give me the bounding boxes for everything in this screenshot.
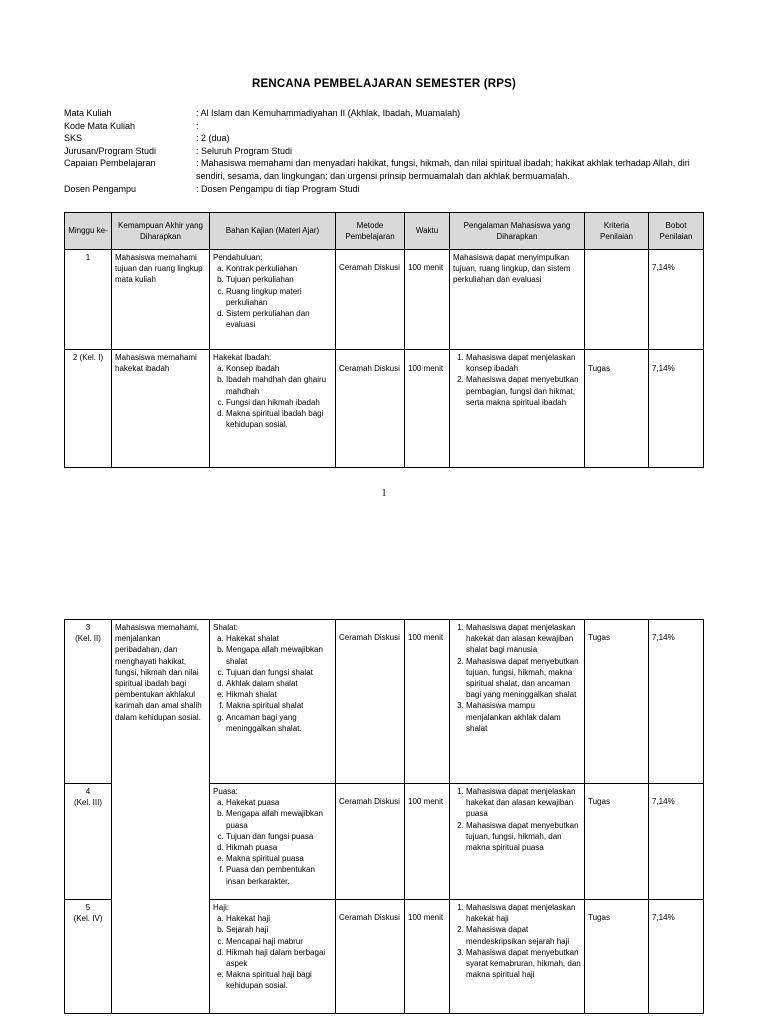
method-cell: Ceramah Diskusi <box>336 900 405 1014</box>
info-label: Capaian Pembelajaran <box>64 158 156 169</box>
list-item: 3. Mahasiswa dapat menyebutkan syarat kemabruran, hikmah, dan makna spiritual haji <box>466 947 581 981</box>
rps-table-page-1 <box>64 212 704 468</box>
header-weight: Bobot Penilaian <box>649 213 704 250</box>
method-cell: Ceramah Diskusi <box>336 350 405 468</box>
info-row-course-name <box>64 107 714 120</box>
list-item: a. Hakekat puasa <box>226 797 332 808</box>
topic-cell <box>210 784 336 900</box>
header-time: Waktu <box>405 213 450 250</box>
list-item: 2. Mahasiswa dapat menyebutkan pembagian, fungsi dan hikmat, serta makna spiritual ibadah <box>466 374 581 408</box>
list-item: b. Sejarah haji <box>226 924 332 935</box>
table-header-row <box>65 213 704 250</box>
list-item: d. Makna spiritual ibadah bagi kehidupan sosial. <box>226 408 332 430</box>
info-label: Kode Mata Kuliah <box>64 120 136 131</box>
ability-cell: Mahasiswa memahami, menjalankan peribadahan, dan menghayati hakikat, fungsi, hikmah dan nilai spiritual ibadah bagi pembentukan akhlakul karimah dan amal shalih dalam kehidupan sosial. <box>112 620 210 1014</box>
info-label: Mata Kuliah <box>64 108 112 118</box>
weight-cell: 7,14% <box>649 250 704 350</box>
list-item: b. Tujuan perkuliahan <box>226 274 332 285</box>
time-cell: 100 menit <box>405 784 450 900</box>
week-cell <box>65 784 112 900</box>
info-value: : 2 (dua) <box>196 133 230 144</box>
topic-title: Shalat: <box>213 623 238 632</box>
week-number: 5 <box>85 903 91 912</box>
list-item: e. Makna spiritual haji bagi kehidupan sosial. <box>226 969 332 991</box>
topic-list <box>213 263 332 330</box>
page-number: 1 <box>381 488 387 499</box>
list-item: c. Mencapai haji mabrur <box>226 936 332 947</box>
topic-title: Pendahuluan: <box>213 253 263 262</box>
list-item: f. Makna spiritual shalat <box>226 700 332 711</box>
list-item: b. Mengapa allah mewajibkan shalat <box>226 644 332 666</box>
list-item: c. Tujuan dan fungsi puasa <box>226 831 332 842</box>
weight-cell: 7,14% <box>649 620 704 784</box>
info-label: Dosen Pengampu <box>64 183 137 194</box>
info-value: : Mahasiswa memahami dan menyadari hakikat, fungsi, hikmah, dan nilai spiritual ibadah; hakikat akhlak terhadap Allah, diri sendiri, sesama, dan lingkungan; dan urgensi prinsip bermuamalah dan akhlak bermuamalah. <box>196 158 690 181</box>
method-cell: Ceramah Diskusi <box>336 250 405 350</box>
experience-list <box>453 786 581 853</box>
method-cell: Ceramah Diskusi <box>336 784 405 900</box>
info-row-course-code <box>64 120 714 133</box>
experience-list <box>453 352 581 408</box>
week-group: (Kel. III) <box>73 798 102 808</box>
time-cell: 100 menit <box>405 900 450 1014</box>
week-cell <box>65 900 112 1014</box>
document-title: RENCANA PEMBELAJARAN SEMESTER (RPS) <box>251 78 517 90</box>
list-item: d. Sistem perkuliahan dan evaluasi <box>226 308 332 330</box>
time-cell: 100 menit <box>405 620 450 784</box>
list-item: a. Konsep ibadah <box>226 363 332 374</box>
list-item: a. Kontrak perkuliahan <box>226 263 332 274</box>
ability-cell: Mahasiswa memahami hakekat ibadah <box>112 350 210 468</box>
topic-title: Haji: <box>213 903 230 912</box>
week-number: 3 <box>85 623 91 632</box>
info-row-learning-outcomes <box>64 157 714 182</box>
week-cell: 1 <box>65 250 112 350</box>
topic-cell <box>210 900 336 1014</box>
criteria-cell: Tugas <box>585 784 649 900</box>
list-item: c. Tujuan dan fungsi shalat <box>226 667 332 678</box>
topic-list <box>213 797 332 887</box>
table-row <box>65 350 704 468</box>
header-experience: Pengalaman Mahasiswa yang Diharapkan <box>450 213 585 250</box>
course-info <box>64 107 714 195</box>
header-ability: Kemampuan Akhir yang Diharapkan <box>112 213 210 250</box>
experience-list <box>453 622 581 734</box>
info-label: Jurusan/Program Studi <box>64 145 157 156</box>
method-cell: Ceramah Diskusi <box>336 620 405 784</box>
list-item: b. Ibadah mahdhah dan ghairu mahdhah <box>226 374 332 396</box>
experience-cell <box>450 784 585 900</box>
topic-cell <box>210 350 336 468</box>
header-method: Metode Pembelajaran <box>336 213 405 250</box>
experience-cell <box>450 900 585 1014</box>
header-topic: Bahan Kajian (Materi Ajar) <box>210 213 336 250</box>
list-item: 3. Mahasiswa mampu menjalankan akhlak dalam shalat <box>466 700 581 734</box>
info-value: : <box>196 120 199 131</box>
table-row <box>65 620 704 784</box>
info-value: : Dosen Pengampu di tiap Program Studi <box>196 183 360 194</box>
criteria-cell <box>585 250 649 350</box>
list-item: 2. Mahasiswa dapat menyebutkan tujuan, fungsi, hikmah, makna spiritual shalat, dan ancaman bagi yang meninggalkan shalat <box>466 656 581 701</box>
week-group: (Kel. IV) <box>73 914 103 924</box>
week-cell: 2 (Kel. I) <box>65 350 112 468</box>
list-item: a. Hakekat haji <box>226 913 332 924</box>
info-row-lecturer <box>64 183 714 196</box>
experience-cell <box>450 350 585 468</box>
time-cell: 100 menit <box>405 250 450 350</box>
list-item: 1. Mahasiswa dapat menjelaskan hakekat dan alasan kewajiban puasa <box>466 786 581 820</box>
criteria-cell: Tugas <box>585 900 649 1014</box>
list-item: g. Ancaman bagi yang meninggalkan shalat. <box>226 712 332 734</box>
weight-cell: 7,14% <box>649 350 704 468</box>
topic-list <box>213 913 332 991</box>
list-item: d. Hikmah haji dalam berbagai aspek <box>226 947 332 969</box>
topic-list <box>213 633 332 734</box>
info-label: SKS <box>64 133 83 144</box>
time-cell: 100 menit <box>405 350 450 468</box>
list-item: d. Hikmah puasa <box>226 842 332 853</box>
header-week: Minggu ke- <box>65 213 112 250</box>
list-item: 2. Mahasiswa dapat mendeskripsikan sejarah haji <box>466 924 581 946</box>
info-row-program <box>64 145 714 158</box>
week-cell <box>65 620 112 784</box>
header-criteria: Kriteria Penilaian <box>585 213 649 250</box>
topic-title: Hakekat Ibadah: <box>213 353 272 362</box>
ability-cell: Mahasiswa memahami tujuan dan ruang lingkup mata kuliah <box>112 250 210 350</box>
experience-cell <box>450 620 585 784</box>
criteria-cell: Tugas <box>585 620 649 784</box>
list-item: f. Puasa dan pembentukan insan berkarakter. <box>226 864 332 886</box>
topic-title: Puasa: <box>213 787 238 796</box>
rps-table-page-2 <box>64 619 704 1014</box>
experience-list <box>453 902 581 980</box>
info-value: : Al Islam dan Kemuhammadiyahan II (Akhlak, Ibadah, Muamalah) <box>196 108 461 118</box>
table-row <box>65 250 704 350</box>
experience-cell: Mahasiswa dapat menyimpulkan tujuan, ruang lingkup, dan sistem perkuliahan dan evaluasi <box>450 250 585 350</box>
criteria-cell: Tugas <box>585 350 649 468</box>
list-item: b. Mengapa allah mewajibkan puasa <box>226 808 332 830</box>
topic-cell <box>210 250 336 350</box>
list-item: d. Akhlak dalam shalat <box>226 678 332 689</box>
list-item: 1. Mahasiswa dapat menjelaskan konsep ibadah <box>466 352 581 374</box>
list-item: e. Makna spiritual puasa <box>226 853 332 864</box>
list-item: e. Hikmah shalat <box>226 689 332 700</box>
list-item: 2. Mahasiswa dapat menyebutkan tujuan, fungsi, hikmah, dan makna spiritual puasa <box>466 820 581 854</box>
list-item: a. Hakekat shalat <box>226 633 332 644</box>
info-row-credits <box>64 132 714 145</box>
topic-cell <box>210 620 336 784</box>
week-group: (Kel. II) <box>75 634 101 644</box>
list-item: 1. Mahasiswa dapat menjelaskan hakekat dan alasan kewajiban shalat bagi manusia <box>466 622 581 656</box>
info-value: : Seluruh Program Studi <box>196 145 293 156</box>
weight-cell: 7,14% <box>649 900 704 1014</box>
week-number: 4 <box>85 787 91 796</box>
weight-cell: 7,14% <box>649 784 704 900</box>
list-item: c. Ruang lingkup materi perkuliahan <box>226 286 332 308</box>
list-item: 1. Mahasiswa dapat menjelaskan hakekat haji <box>466 902 581 924</box>
topic-list <box>213 363 332 430</box>
list-item: c. Fungsi dan hikmah ibadah <box>226 397 332 408</box>
